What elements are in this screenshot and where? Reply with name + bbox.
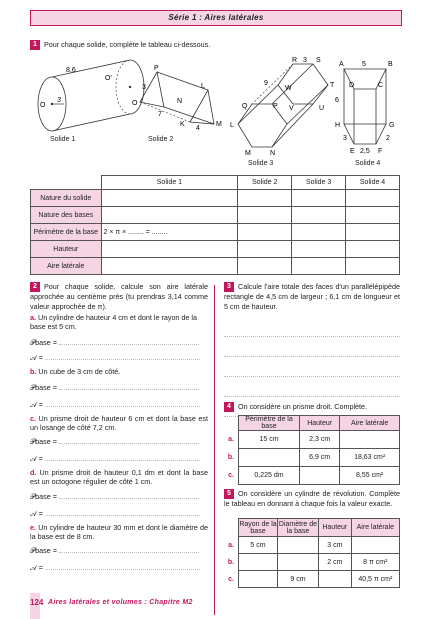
ex1-cell[interactable] — [292, 207, 346, 224]
ex2-e-p[interactable] — [30, 546, 208, 555]
fig3-s: S — [316, 57, 321, 64]
ex2-e-area[interactable] — [30, 563, 208, 572]
ex2-b-p[interactable] — [30, 383, 208, 392]
ex1-cell[interactable] — [101, 190, 238, 207]
ex1-col-solid2: Solide 2 — [238, 176, 292, 190]
ex5-col-area: Aire latérale — [351, 519, 399, 537]
page-number: 124 — [30, 598, 44, 607]
ex1-cell[interactable] — [346, 241, 400, 258]
solid-1-cylinder — [38, 60, 144, 131]
answer-line[interactable] — [59, 443, 199, 444]
fig3-u: U — [319, 105, 325, 112]
column-divider — [214, 285, 215, 615]
answer-line[interactable] — [59, 389, 199, 390]
ex4-table — [224, 415, 400, 485]
ex5-col-radius: Rayon de la base — [239, 520, 277, 535]
fig4-three: 3 — [343, 135, 347, 142]
ex1-instruction-row — [30, 40, 410, 50]
ex4-cell[interactable] — [239, 449, 300, 467]
ex2-c-p[interactable] — [30, 437, 208, 446]
perimeter-label: 𝒫base = — [30, 383, 57, 392]
ex1-col-solid3: Solide 3 — [292, 176, 346, 190]
fig3-r: R — [292, 57, 298, 64]
ex2-a-label: a. — [30, 313, 36, 322]
ex5-number: 5 — [224, 489, 234, 499]
fig3-n: N — [270, 150, 276, 157]
fig4-d: D — [349, 82, 355, 89]
answer-line[interactable] — [45, 569, 200, 570]
ex1-prefill[interactable]: 2 × π × ........ = ........ — [101, 224, 238, 241]
answer-line[interactable] — [45, 515, 200, 516]
perimeter-label: 𝒫base = — [30, 546, 57, 555]
fig4-twofive: 2,5 — [360, 148, 370, 155]
ex5-cell[interactable] — [351, 537, 399, 554]
solid-4-label: Solide 4 — [355, 160, 381, 167]
ex4-cell[interactable]: 6,9 cm — [300, 449, 340, 467]
ex2-b-text: Un cube de 3 cm de côté. — [38, 367, 121, 376]
area-label: 𝒜 = — [30, 563, 43, 572]
ex3-block — [224, 282, 400, 311]
ex1-cell[interactable] — [292, 241, 346, 258]
ex1-cell[interactable] — [101, 241, 238, 258]
fig4-six: 6 — [335, 97, 339, 104]
fig4-f: F — [378, 148, 383, 155]
ex2-a-text: Un cylindre de hauteur 4 cm et dont le rayon de la base est 5 cm. — [30, 313, 198, 332]
ex1-cell[interactable] — [238, 258, 292, 275]
perimeter-label: 𝒫base = — [30, 492, 57, 501]
series-banner: Série 1 : Aires latérales — [30, 10, 402, 26]
fig3-p: P — [273, 103, 278, 110]
ex1-cell[interactable] — [238, 207, 292, 224]
ex1-row-lateral-area: Aire latérale — [31, 258, 102, 275]
ex5-cell[interactable] — [319, 571, 352, 588]
ex2-d — [30, 468, 208, 487]
fig2-n: N — [177, 98, 183, 105]
footer-title: Aires latérales et volumes : Chapitre M2 — [48, 599, 193, 606]
ex1-cell[interactable] — [238, 224, 292, 241]
ex5-cell[interactable] — [278, 537, 319, 554]
ex3-number: 3 — [224, 282, 234, 292]
ex2-c-text: Un prisme droit de hauteur 6 cm et dont la base est un losange de côté 7,2 cm. — [30, 414, 208, 433]
ex4-cell[interactable] — [300, 467, 340, 485]
fig2-four: 4 — [196, 125, 200, 132]
answer-line[interactable] — [224, 342, 400, 357]
ex2-d-area[interactable] — [30, 509, 208, 518]
ex5-table — [224, 518, 400, 588]
ex5-row-label: a. — [228, 541, 234, 549]
ex4-cell[interactable]: 2,3 cm — [300, 431, 340, 449]
area-label: 𝒜 = — [30, 509, 43, 518]
answer-line[interactable] — [45, 460, 200, 461]
ex5-cell[interactable] — [239, 571, 278, 588]
ex1-cell[interactable] — [238, 190, 292, 207]
answer-line[interactable] — [59, 498, 199, 499]
ex2-d-p[interactable] — [30, 492, 208, 501]
fig4-b: B — [388, 61, 393, 68]
ex2-b-area[interactable] — [30, 400, 208, 409]
ex4-cell[interactable]: 8,55 cm² — [340, 467, 400, 485]
ex1-number: 1 — [30, 40, 40, 50]
ex5-cell[interactable] — [239, 554, 278, 571]
perimeter-label: 𝒫base = — [30, 437, 57, 446]
ex2-c-area[interactable] — [30, 454, 208, 463]
ex5-cell[interactable]: 3 cm — [319, 537, 352, 554]
fig4-five: 5 — [362, 61, 366, 68]
area-label: 𝒜 = — [30, 454, 43, 463]
answer-line[interactable] — [224, 362, 400, 377]
ex2-e-label: e. — [30, 523, 36, 532]
ex1-cell[interactable] — [101, 207, 238, 224]
ex1-row-bases: Nature des bases — [31, 207, 102, 224]
ex1-table — [30, 175, 400, 275]
fig2-l: L — [201, 83, 205, 90]
fig1-o-prime: O' — [105, 75, 112, 82]
ex1-cell[interactable] — [292, 190, 346, 207]
fig4-e: E — [350, 148, 355, 155]
ex5-cell[interactable]: 5 cm — [239, 537, 278, 554]
fig2-o: O — [132, 100, 138, 107]
fig3-v: V — [289, 105, 294, 112]
ex2-number: 2 — [30, 282, 40, 292]
solid-1-label: Solide 1 — [50, 136, 76, 143]
ex5-block — [224, 489, 400, 509]
solid-2-prism — [132, 65, 222, 132]
ex2-b — [30, 367, 208, 376]
fig4-g: G — [389, 122, 395, 129]
fig2-seven: 7 — [158, 111, 162, 118]
fig2-k: K — [180, 121, 185, 128]
fig3-q: Q — [242, 103, 248, 110]
solid-4-prism — [335, 61, 394, 155]
ex2-b-label: b. — [30, 367, 37, 376]
fig3-nine: 9 — [264, 80, 268, 87]
fig3-m: M — [245, 150, 251, 157]
fig1-radius: 3 — [57, 97, 61, 104]
solids-figure — [30, 52, 410, 170]
perimeter-label: 𝒫base = — [30, 338, 57, 347]
ex1-cell[interactable] — [346, 224, 400, 241]
ex5-row-label: c. — [228, 575, 234, 583]
ex4-text: On considère un prisme droit. Complète. — [238, 402, 368, 411]
ex4-row-label: a. — [228, 436, 234, 443]
ex2-text: Pour chaque solide, calcule son aire latérale approchée au centième près (tu prendras 3,14 comme valeur approchée de π). — [30, 282, 208, 311]
answer-line[interactable] — [224, 382, 400, 397]
ex5-col-diameter: Diamètre de la base — [278, 520, 318, 535]
ex4-col-perimeter: Périmètre de la base — [239, 416, 300, 431]
answer-line[interactable] — [59, 552, 199, 553]
fig4-two: 2 — [386, 135, 390, 142]
solid-2-label: Solide 2 — [148, 136, 174, 143]
fig1-o: O — [40, 102, 46, 109]
fig4-c: C — [378, 82, 384, 89]
fig1-dim: 8,6 — [66, 67, 76, 74]
answer-line[interactable] — [59, 344, 199, 345]
area-label: 𝒜 = — [30, 400, 43, 409]
ex5-cell[interactable]: 40,5 π cm² — [351, 571, 399, 588]
ex1-row-height: Hauteur — [31, 241, 102, 258]
ex5-cell[interactable]: 8 π cm² — [351, 554, 399, 571]
solid-3-hex-prism — [230, 57, 335, 157]
ex4-col-area: Aire latérale — [340, 416, 400, 431]
ex4-row-label: b. — [227, 454, 235, 461]
ex4-cell[interactable]: 0,225 dm — [239, 467, 300, 485]
ex2-d-label: d. — [30, 468, 37, 477]
ex4-block — [224, 402, 400, 412]
solid-3-label: Solide 3 — [248, 160, 274, 167]
ex1-col-solid4: Solide 4 — [346, 176, 400, 190]
ex5-cell[interactable] — [278, 554, 319, 571]
ex1-instruction: Pour chaque solide, complète le tableau ci-dessous. — [44, 40, 211, 49]
ex2-d-text: Un prisme droit de hauteur 0,1 dm et dont la base est un octogone régulier de côté 1 cm. — [30, 468, 209, 487]
ex4-col-height: Hauteur — [300, 416, 340, 431]
fig4-a: A — [339, 61, 344, 68]
fig3-t: T — [330, 82, 335, 89]
ex1-cell[interactable] — [292, 224, 346, 241]
ex2-c-label: c. — [30, 414, 36, 423]
fig3-three: 3 — [303, 57, 307, 64]
fig3-l: L — [230, 122, 234, 129]
ex4-cell[interactable] — [340, 431, 400, 449]
ex5-row-label: b. — [227, 558, 235, 566]
ex4-row-label: c. — [228, 472, 234, 479]
ex2-block — [30, 282, 208, 311]
ex2-e — [30, 523, 208, 542]
ex2-a — [30, 313, 208, 332]
answer-line[interactable] — [224, 322, 400, 337]
ex4-number: 4 — [224, 402, 234, 412]
fig2-three: 3 — [142, 84, 146, 91]
ex3-text: Calcule l'aire totale des faces d'un parallélépipède rectangle de 4,5 cm de largeur ; 6,1 cm de longueur et 5 cm de hauteur. — [224, 282, 400, 311]
ex2-a-p[interactable] — [30, 338, 208, 347]
ex5-cell[interactable]: 9 cm — [278, 571, 319, 588]
ex1-cell[interactable] — [292, 258, 346, 275]
ex2-a-area[interactable] — [30, 353, 208, 362]
ex4-cell[interactable]: 15 cm — [239, 431, 300, 449]
ex5-text: On considère un cylindre de révolution. Complète le tableau en donnant à chaque fois la valeur exacte. — [224, 489, 400, 509]
ex1-cell[interactable] — [346, 207, 400, 224]
fig2-m: M — [216, 121, 222, 128]
ex1-cell[interactable] — [238, 241, 292, 258]
ex1-row-perimeter: Périmètre de la base — [31, 224, 102, 241]
ex4-cell[interactable]: 18,63 cm² — [340, 449, 400, 467]
fig4-h: H — [335, 122, 341, 129]
ex1-cell[interactable] — [346, 190, 400, 207]
answer-line[interactable] — [45, 406, 200, 407]
area-label: 𝒜 = — [30, 353, 43, 362]
ex1-cell[interactable] — [101, 258, 238, 275]
fig2-p: P — [154, 65, 159, 72]
answer-line[interactable] — [45, 359, 200, 360]
fig3-w: W — [285, 85, 292, 92]
ex5-cell[interactable]: 2 cm — [319, 554, 352, 571]
ex2-c — [30, 414, 208, 433]
ex2-e-text: Un cylindre de hauteur 30 mm et dont le diamètre de la base est de 8 cm. — [30, 523, 208, 542]
ex1-row-nature: Nature du solide — [31, 190, 102, 207]
ex1-col-solid1: Solide 1 — [101, 176, 238, 190]
ex1-cell[interactable] — [346, 258, 400, 275]
ex5-col-height: Hauteur — [319, 519, 352, 537]
